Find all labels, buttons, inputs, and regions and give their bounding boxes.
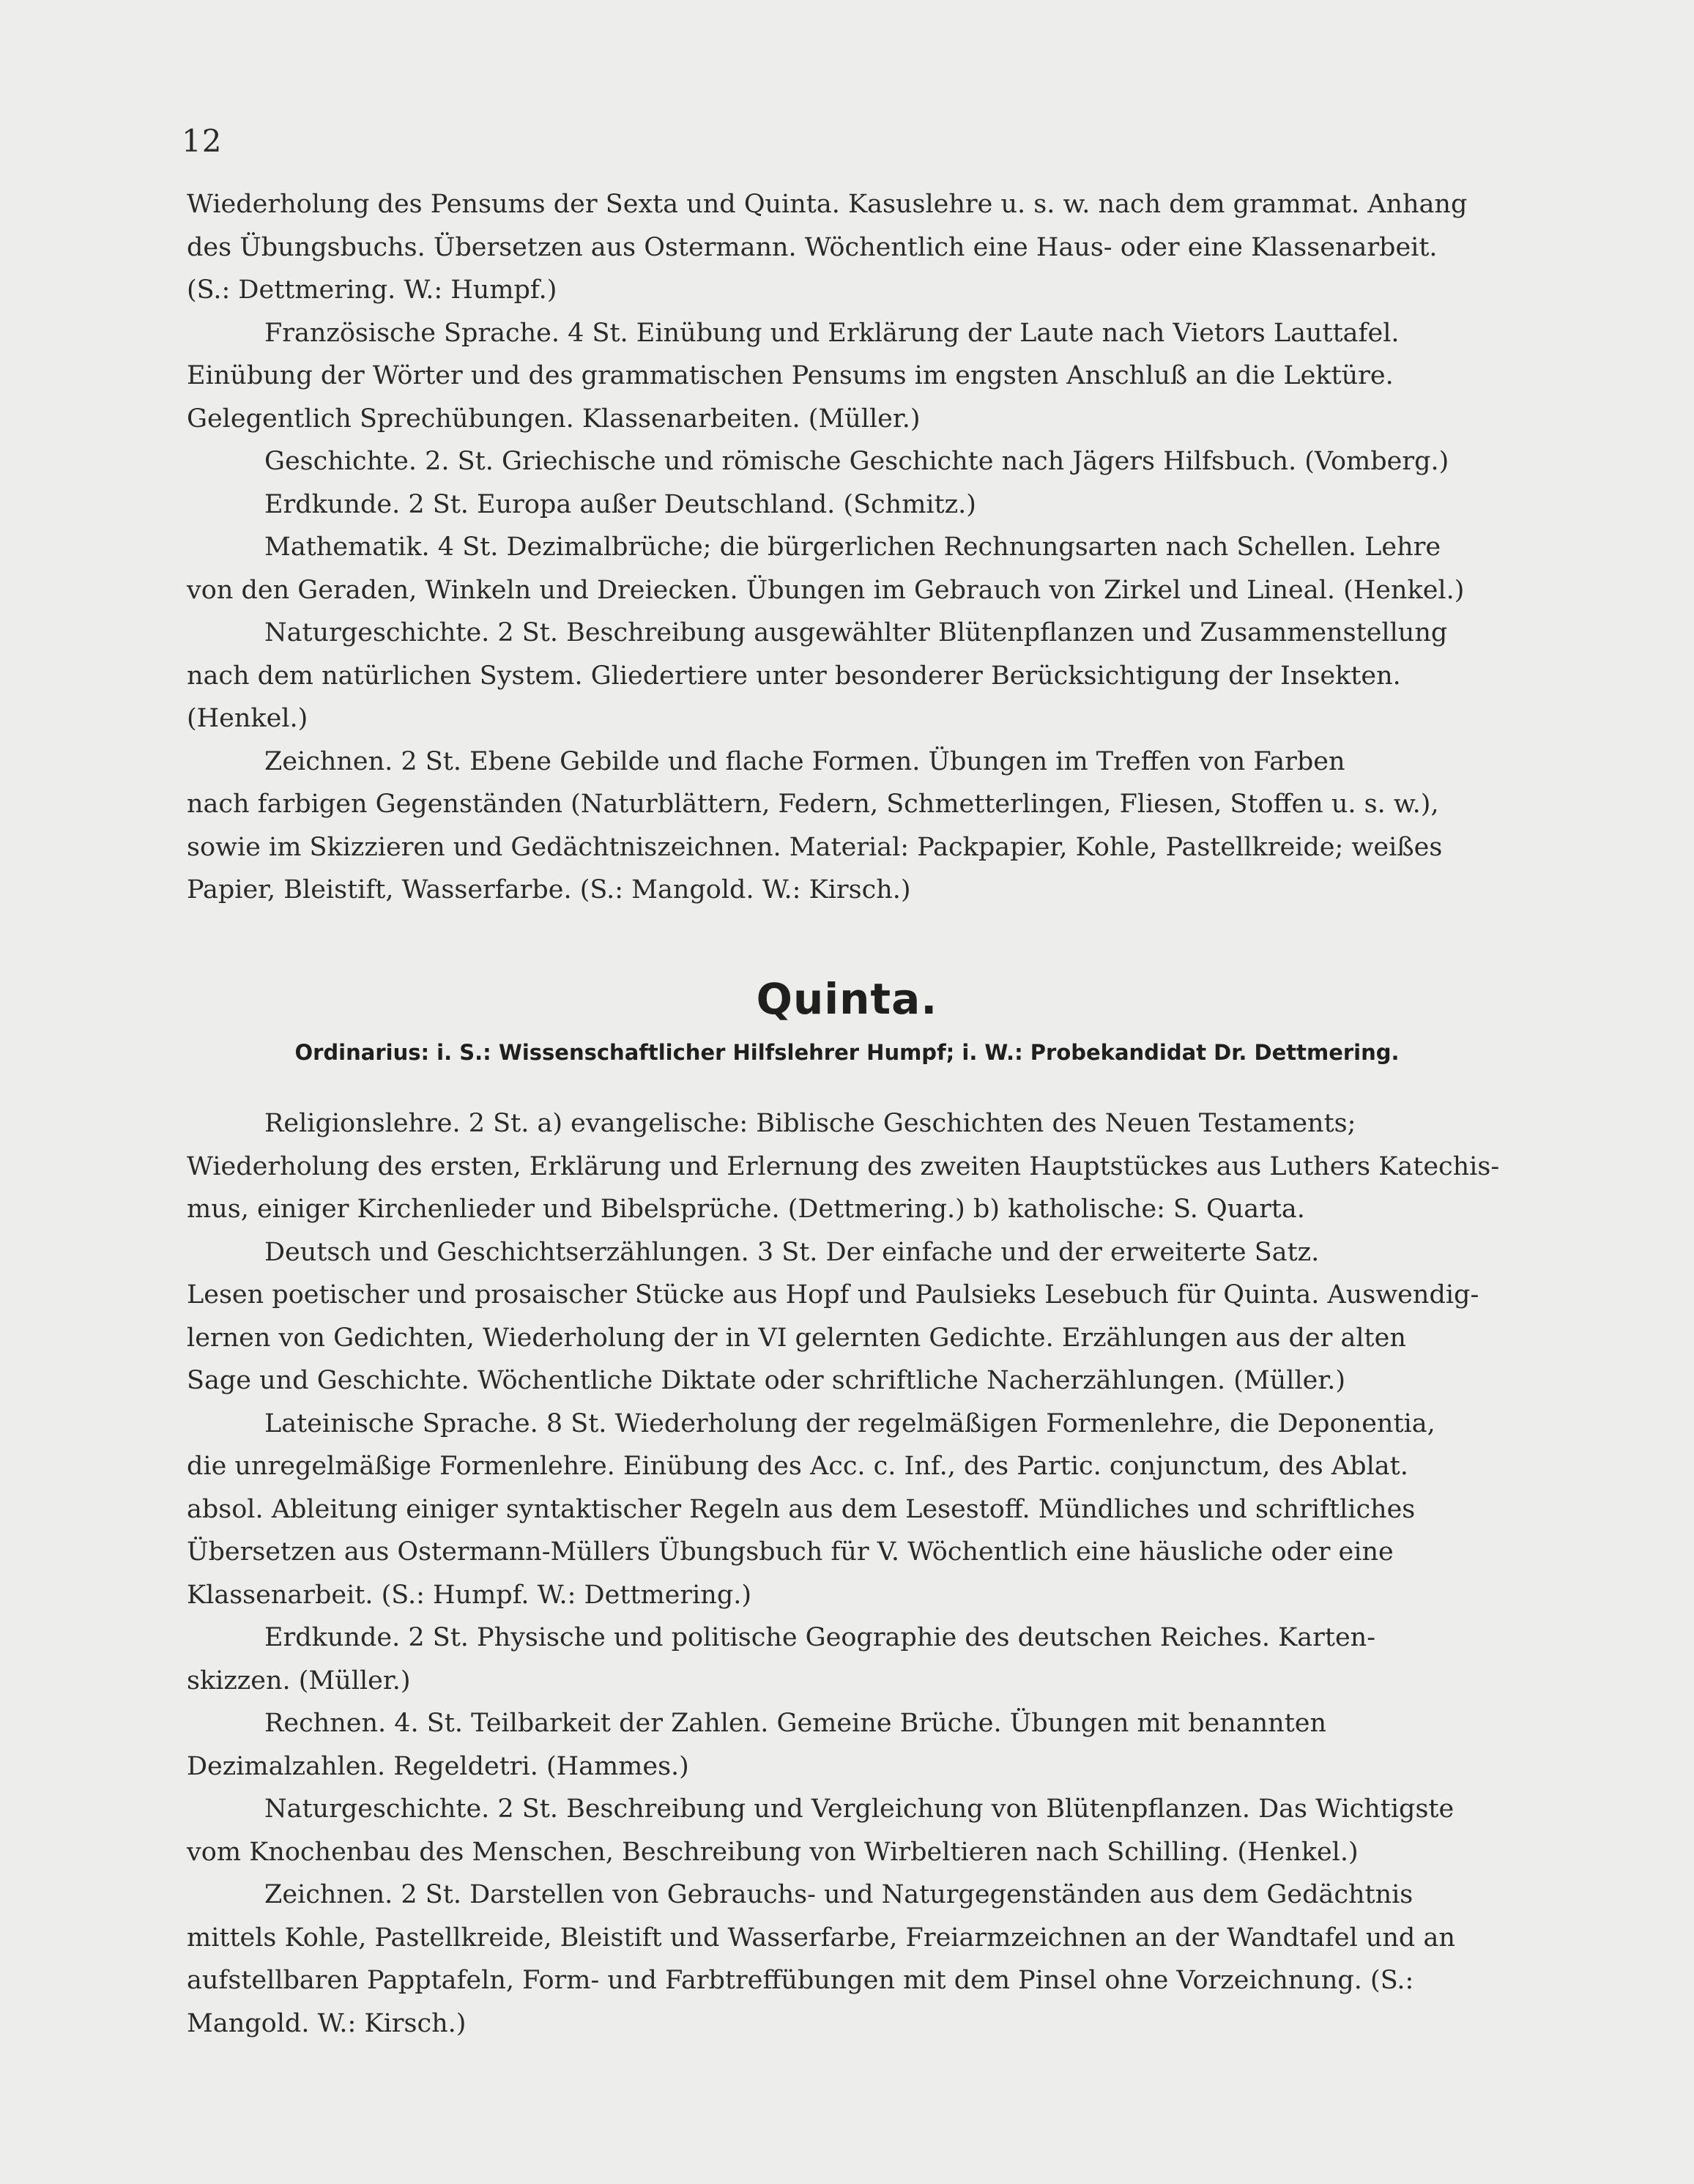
text-line: Einübung der Wörter und des grammatischen Pensums im engsten Anschluß an die Lektüre. <box>187 361 1394 390</box>
ordinarius-line: Ordinarius: i. S.: Wissenschaftlicher Hilfslehrer Humpf; i. W.: Probekandidat Dr. Dettmering. <box>294 1040 1400 1065</box>
page-number: 12 <box>182 123 223 159</box>
text-line: lernen von Gedichten, Wiederholung der in VI gelernten Gedichte. Erzählungen aus der alten <box>187 1323 1406 1353</box>
text-line: Geschichte. 2. St. Griechische und römische Geschichte nach Jägers Hilfsbuch. (Vomberg.) <box>264 447 1449 476</box>
paragraph-mathematik <box>187 526 1604 612</box>
paragraph-erdkunde <box>187 483 1604 527</box>
text-line: Wiederholung des ersten, Erklärung und Erlernung des zweiten Hauptstückes aus Luthers Katechis- <box>187 1151 1500 1181</box>
text-line: Französische Sprache. 4 St. Einübung und Erklärung der Laute nach Vietors Lauttafel. <box>264 318 1400 348</box>
paragraph-latein <box>187 1403 1604 1617</box>
paragraph-naturgeschichte <box>187 612 1604 740</box>
text-line: Klassenarbeit. (S.: Humpf. W.: Dettmering.) <box>187 1580 752 1610</box>
paragraph-rechnen <box>187 1702 1604 1788</box>
text-line: von den Geraden, Winkeln und Dreiecken. Übungen im Gebrauch von Zirkel und Lineal. (Henkel.) <box>187 575 1465 605</box>
text-line: Zeichnen. 2 St. Darstellen von Gebrauchs- und Naturgegenständen aus dem Gedächtnis <box>264 1880 1413 1909</box>
paragraph-zeichnen <box>187 740 1604 912</box>
paragraph-deutsch <box>187 1231 1604 1403</box>
text-line: des Übungsbuchs. Übersetzen aus Ostermann. Wöchentlich eine Haus- oder eine Klassenarbeit. <box>187 232 1438 262</box>
text-line: Erdkunde. 2 St. Europa außer Deutschland. (Schmitz.) <box>264 489 976 519</box>
text-line: Erdkunde. 2 St. Physische und politische Geographie des deutschen Reiches. Karten- <box>264 1623 1376 1652</box>
text-line: Sage und Geschichte. Wöchentliche Diktate oder schriftliche Nacherzählungen. (Müller.) <box>187 1366 1346 1395</box>
text-line: nach dem natürlichen System. Gliedertiere unter besonderer Berücksichtigung der Insekten. <box>187 661 1401 691</box>
text-line: sowie im Skizzieren und Gedächtniszeichnen. Material: Packpapier, Kohle, Pastellkreide; weißes <box>187 832 1443 862</box>
paragraph-continuation <box>187 183 1604 312</box>
text-line: Zeichnen. 2 St. Ebene Gebilde und flache Formen. Übungen im Treffen von Farben <box>264 746 1345 776</box>
text-line: absol. Ableitung einiger syntaktischer Regeln aus dem Lesestoff. Mündliches und schriftliches <box>187 1494 1416 1524</box>
text-line: Rechnen. 4. St. Teilbarkeit der Zahlen. Gemeine Brüche. Übungen mit benannten <box>264 1709 1327 1738</box>
text-line: Religionslehre. 2 St. a) evangelische: Biblische Geschichten des Neuen Testaments; <box>264 1109 1356 1138</box>
paragraph-naturgeschichte-quinta <box>187 1788 1604 1873</box>
text-line: Gelegentlich Sprechübungen. Klassenarbeiten. (Müller.) <box>187 404 921 434</box>
text-line: aufstellbaren Papptafeln, Form- und Farbtreffübungen mit dem Pinsel ohne Vorzeichnung. (S.: <box>187 1966 1414 1995</box>
text-line: vom Knochenbau des Menschen, Beschreibung von Wirbeltieren nach Schilling. (Henkel.) <box>187 1837 1359 1867</box>
paragraph-zeichnen-quinta <box>187 1873 1604 2045</box>
text-line: Mangold. W.: Kirsch.) <box>187 2008 467 2038</box>
curriculum-quinta-section <box>187 1102 1604 2045</box>
text-line: (S.: Dettmering. W.: Humpf.) <box>187 275 557 305</box>
text-line: Naturgeschichte. 2 St. Beschreibung ausgewählter Blütenpflanzen und Zusammenstellung <box>264 618 1448 647</box>
text-line: Dezimalzahlen. Regeldetri. (Hammes.) <box>187 1751 689 1781</box>
paragraph-erdkunde-quinta <box>187 1616 1604 1702</box>
text-line: mittels Kohle, Pastellkreide, Bleistift und Wasserfarbe, Freiarmzeichnen an der Wandtafel und an <box>187 1923 1455 1953</box>
text-line: Übersetzen aus Ostermann-Müllers Übungsbuch für V. Wöchentlich eine häusliche oder eine <box>187 1537 1394 1567</box>
text-line: Mathematik. 4 St. Dezimalbrüche; die bürgerlichen Rechnungsarten nach Schellen. Lehre <box>264 532 1441 562</box>
text-line: skizzen. (Müller.) <box>187 1665 411 1695</box>
paragraph-geschichte <box>187 440 1604 483</box>
text-line: Deutsch und Geschichtserzählungen. 3 St. Der einfache und der erweiterte Satz. <box>264 1237 1320 1267</box>
text-line: Lateinische Sprache. 8 St. Wiederholung der regelmäßigen Formenlehre, die Deponentia, <box>264 1408 1435 1438</box>
text-line: Naturgeschichte. 2 St. Beschreibung und Vergleichung von Blütenpflanzen. Das Wichtigste <box>264 1794 1455 1824</box>
curriculum-top-section <box>187 183 1604 912</box>
section-title: Quinta. <box>756 974 938 1024</box>
text-line: (Henkel.) <box>187 704 308 733</box>
paragraph-franzoesisch <box>187 312 1604 441</box>
text-line: nach farbigen Gegenständen (Naturblättern, Federn, Schmetterlingen, Fliesen, Stoffen u. s. w.), <box>187 790 1439 819</box>
text-line: mus, einiger Kirchenlieder und Bibelsprüche. (Dettmering.) b) katholische: S. Quarta. <box>187 1195 1305 1224</box>
paragraph-religionslehre <box>187 1102 1604 1231</box>
text-line: Papier, Bleistift, Wasserfarbe. (S.: Mangold. W.: Kirsch.) <box>187 875 911 905</box>
text-line: Lesen poetischer und prosaischer Stücke aus Hopf und Paulsieks Lesebuch für Quinta. Auswendig- <box>187 1280 1479 1310</box>
text-line: Wiederholung des Pensums der Sexta und Quinta. Kasuslehre u. s. w. nach dem grammat. Anhang <box>187 190 1468 219</box>
text-line: die unregelmäßige Formenlehre. Einübung des Acc. c. Inf., des Partic. conjunctum, des Ablat. <box>187 1452 1408 1481</box>
